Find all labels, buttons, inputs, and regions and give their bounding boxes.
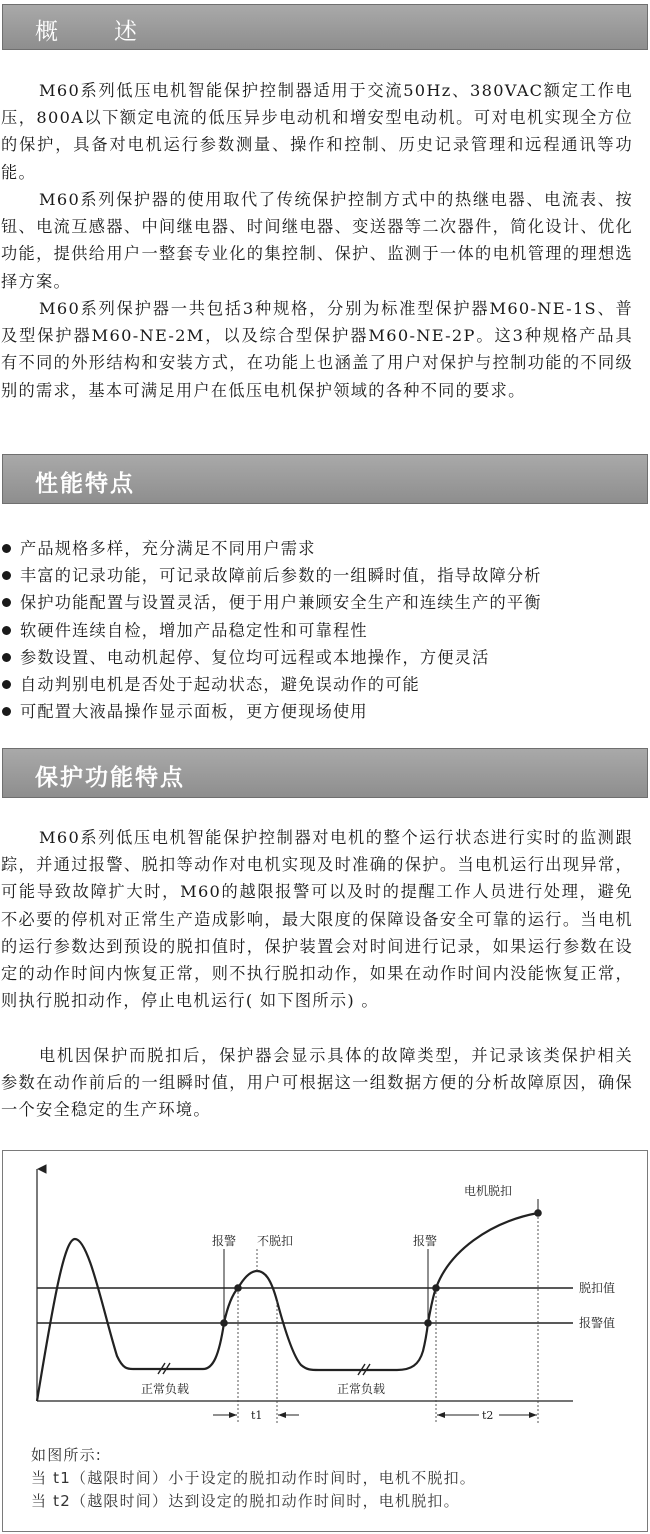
overview-paragraph-1: M60系列低压电机智能保护控制器适用于交流50Hz、380VAC额定工作电压，800A以下额定电流的低压异步电动机和增安型电动机。可对电机实现全方位的保护，具备对电机运行参数测量、操作和控制、历史记录管理和远程通讯等功能。: [1, 81, 633, 182]
feature-item: 软硬件连续自检，增加产品稳定性和可靠程性: [0, 617, 648, 644]
protection-paragraph-2: 电机因保护而脱扣后，保护器会显示具体的故障类型，并记录该类保护相关参数在动作前后的一组瞬时值，用户可根据这一组数据方便的分析故障原因，确保一个安全稳定的生产环境。: [1, 1046, 633, 1120]
section-title: 保护功能特点: [35, 765, 185, 791]
section-header-overview: [2, 4, 648, 50]
no-trip-label: 不脱扣: [257, 1234, 294, 1248]
section-header-features: [2, 454, 648, 504]
alarm-point: [220, 1319, 228, 1327]
feature-item: 丰富的记录功能，可记录故障前后参数的一组瞬时值，指导故障分析: [0, 562, 648, 589]
normal-load-label: 正常负载: [337, 1382, 386, 1396]
section-title: 概述: [35, 19, 193, 45]
overview-paragraph-2: M60系列保护器的使用取代了传统保护控制方式中的热继电器、电流表、按钮、电流互感器、中间继电器、时间继电器、变送器等二次器件，简化设计、优化功能，提供给用户一整套专业化的集控制、保护、监测于一体的电机管理的理想选择方案。: [1, 190, 633, 291]
motor-trip-point: [534, 1209, 542, 1217]
bullet-icon: [2, 544, 11, 553]
figure-caption-intro: 如图所示:: [31, 1446, 103, 1464]
figure-caption-t2: 当 t2（越限时间）达到设定的脱扣动作时间时，电机脱扣。: [31, 1492, 460, 1510]
feature-item: 参数设置、电动机起停、复位均可远程或本地操作，方便灵活: [0, 644, 648, 671]
feature-item: 保护功能配置与设置灵活，便于用户兼顾安全生产和连续生产的平衡: [0, 589, 648, 616]
overview-paragraph-3: M60系列保护器一共包括3种规格，分别为标准型保护器M60-NE-1S、普及型保护器M60-NE-2M，以及综合型保护器M60-NE-2P。这3种规格产品具有不同的外形结构和安装方式，在功能上也涵盖了用户对保护与控制功能的不同级别的需求，基本可满足用户在低压电机保护领域的各种不同的要求。: [1, 299, 633, 400]
bullet-icon: [2, 626, 11, 635]
feature-list: [0, 535, 648, 725]
bullet-icon: [2, 653, 11, 662]
normal-load-label: 正常负载: [141, 1382, 190, 1396]
bullet-icon: [2, 571, 11, 580]
t2-label: t2: [482, 1409, 494, 1422]
bullet-icon: [2, 680, 11, 689]
trip-threshold-point: [432, 1284, 440, 1292]
bullet-icon: [2, 598, 11, 607]
section-header-protection: [2, 748, 648, 798]
t1-label: t1: [251, 1409, 263, 1422]
motor-trip-label: 电机脱扣: [464, 1184, 513, 1198]
feature-item: 自动判别电机是否处于起动状态，避免误动作的可能: [0, 671, 648, 698]
alarm-label: 报警: [212, 1234, 237, 1248]
protection-paragraph-1: M60系列低压电机智能保护控制器对电机的整个运行状态进行实时的监测跟踪，并通过报警、脱扣等动作对电机实现及时准确的保护。当电机运行出现异常，可能导致故障扩大时，M60的越限报警可以及时的提醒工作人员进行处理，避免不必要的停机对正常生产造成影响，最大限度的保障设备安全可靠的运行。当电机的运行参数达到预设的脱扣值时，保护装置会对时间进行记录，如果运行参数在设定的动作时间内恢复正常，则不执行脱扣动作，如果在动作时间内没能恢复正常，则执行脱扣动作，停止电机运行( 如下图所示) 。: [1, 828, 633, 1011]
feature-item: 可配置大液晶操作显示面板，更方便现场使用: [0, 698, 648, 725]
trip-value-label: 脱扣值: [579, 1281, 616, 1295]
alarm-point: [424, 1319, 432, 1327]
bullet-icon: [2, 707, 11, 716]
figure-caption-t1: 当 t1（越限时间）小于设定的脱扣动作时间时，电机不脱扣。: [31, 1469, 476, 1487]
trip-threshold-point: [234, 1284, 242, 1292]
section-title: 性能特点: [35, 471, 135, 497]
feature-item: 产品规格多样，充分满足不同用户需求: [0, 535, 648, 562]
alarm-label: 报警: [413, 1234, 438, 1248]
alarm-value-label: 报警值: [579, 1316, 616, 1330]
